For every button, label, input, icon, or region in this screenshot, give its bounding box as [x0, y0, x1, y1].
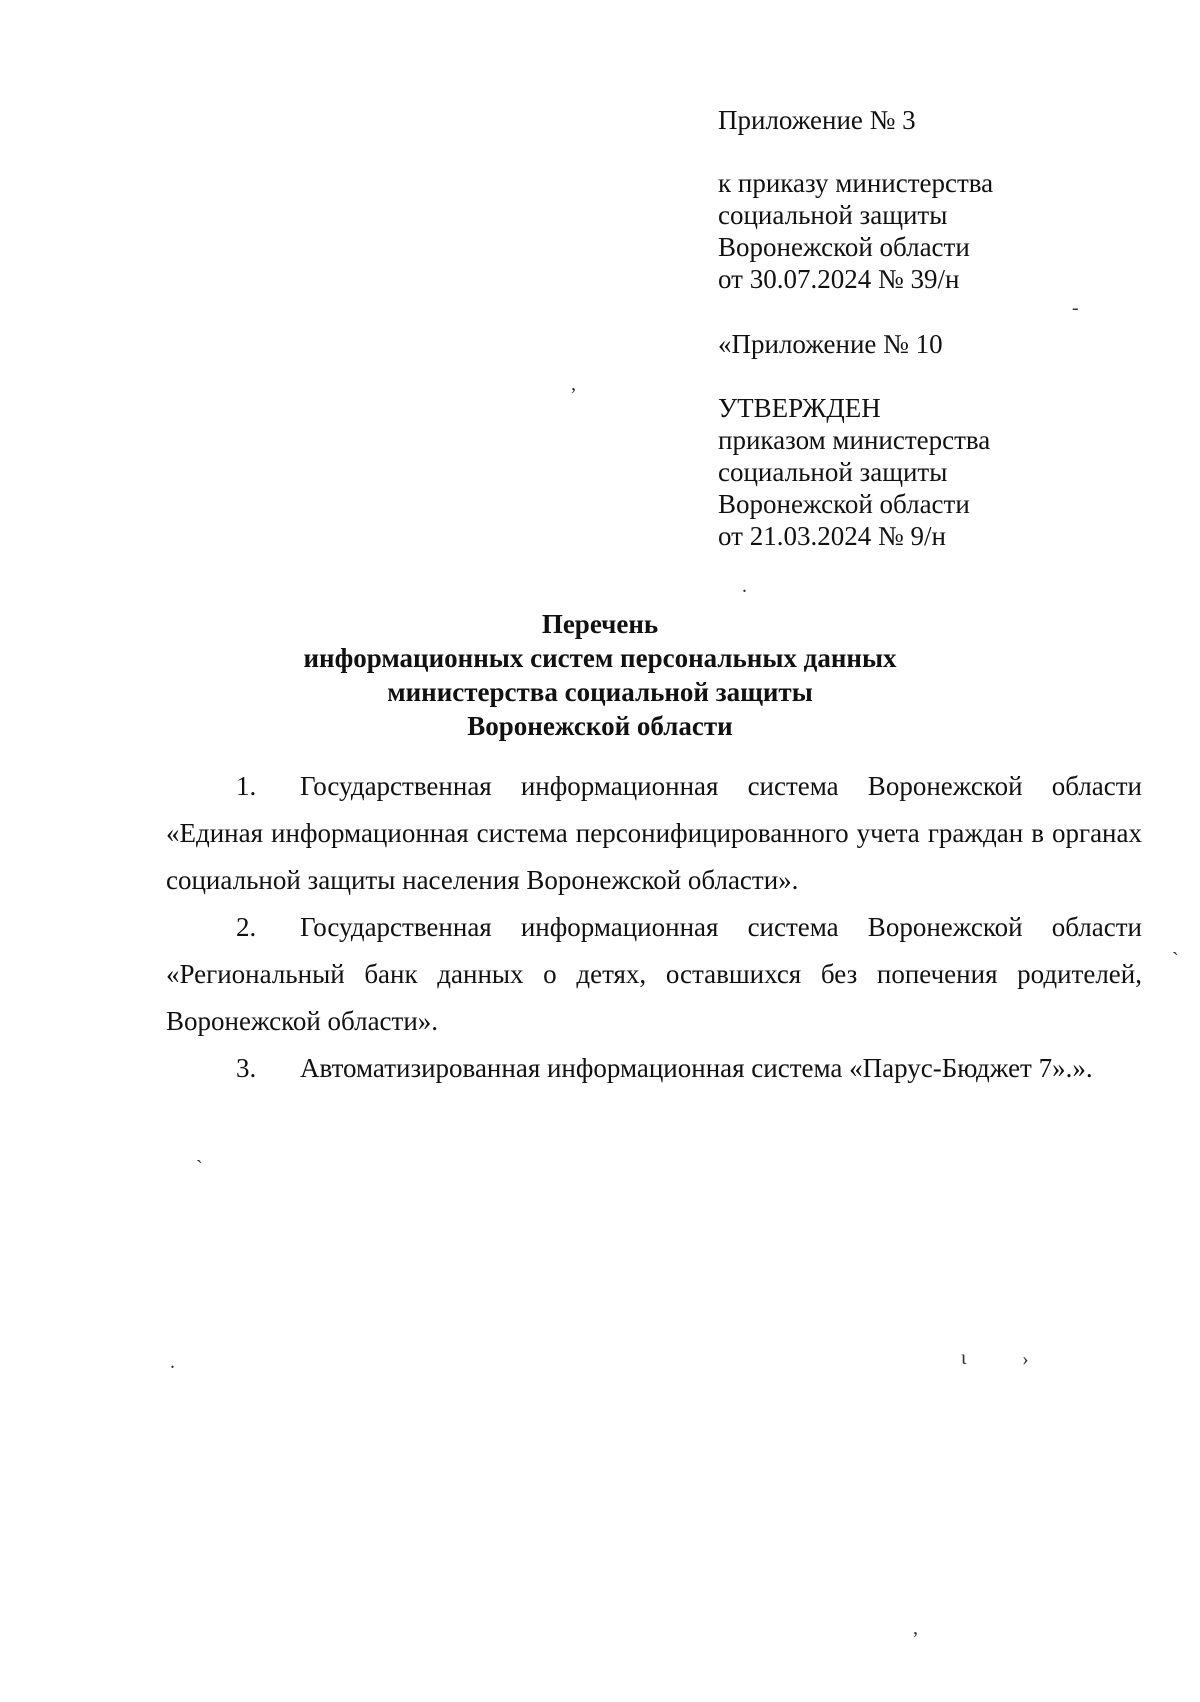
systems-list	[166, 763, 1142, 1092]
list-item-text: Государственная информационная система Воронежской области «Региональный банк данных о детях, оставшихся без попечения родителей, Воронежской области».	[166, 912, 1142, 1036]
approved-line: УТВЕРЖДЕН	[718, 393, 881, 423]
scan-speck: -	[1072, 297, 1079, 319]
attachment-heading	[718, 104, 1158, 136]
order-ref-line: от 30.07.2024 № 39/н	[718, 264, 960, 294]
order-ref-line: социальной защиты	[718, 200, 948, 230]
list-item	[166, 1045, 1142, 1092]
previous-attachment-heading	[718, 328, 1158, 360]
list-item-number: 3.	[236, 1053, 257, 1083]
approved-line: социальной защиты	[718, 457, 948, 487]
list-item-text: Государственная информационная система Воронежской области «Единая информационная система персонифицированного учета граждан в органах социальной защиты населения Воронежской области».	[166, 771, 1142, 895]
title-line: информационных систем персональных данных	[303, 643, 897, 673]
list-item	[166, 904, 1142, 1045]
scan-speck: `	[1172, 949, 1179, 971]
title-line: Воронежской области	[467, 711, 733, 741]
order-ref-line: к приказу министерства	[718, 168, 994, 198]
previous-attachment-heading-text: «Приложение № 10	[718, 329, 943, 359]
approved-line: Воронежской области	[718, 489, 970, 519]
approved-line: приказом министерства	[718, 425, 991, 455]
title-line: министерства социальной защиты	[387, 677, 813, 707]
scan-speck: ι	[961, 1347, 967, 1369]
scan-speck: `	[196, 1157, 203, 1179]
list-item-text: Автоматизированная информационная система «Парус-Бюджет 7».».	[300, 1053, 1093, 1083]
approval-block	[718, 392, 1158, 552]
scan-speck: ›	[1022, 1348, 1029, 1370]
list-item-number: 2.	[236, 912, 257, 942]
scan-speck: ,	[913, 1617, 918, 1639]
approved-line: от 21.03.2024 № 9/н	[718, 521, 946, 551]
order-reference	[718, 167, 1158, 295]
scan-speck: .	[742, 575, 747, 597]
list-item	[166, 763, 1142, 904]
scan-speck: ,	[571, 373, 576, 395]
list-item-number: 1.	[236, 771, 257, 801]
document-title	[100, 607, 1100, 743]
attachment-heading-text: Приложение № 3	[718, 105, 916, 135]
scan-speck: .	[170, 1351, 175, 1373]
order-ref-line: Воронежской области	[718, 232, 970, 262]
title-line: Перечень	[541, 609, 659, 639]
